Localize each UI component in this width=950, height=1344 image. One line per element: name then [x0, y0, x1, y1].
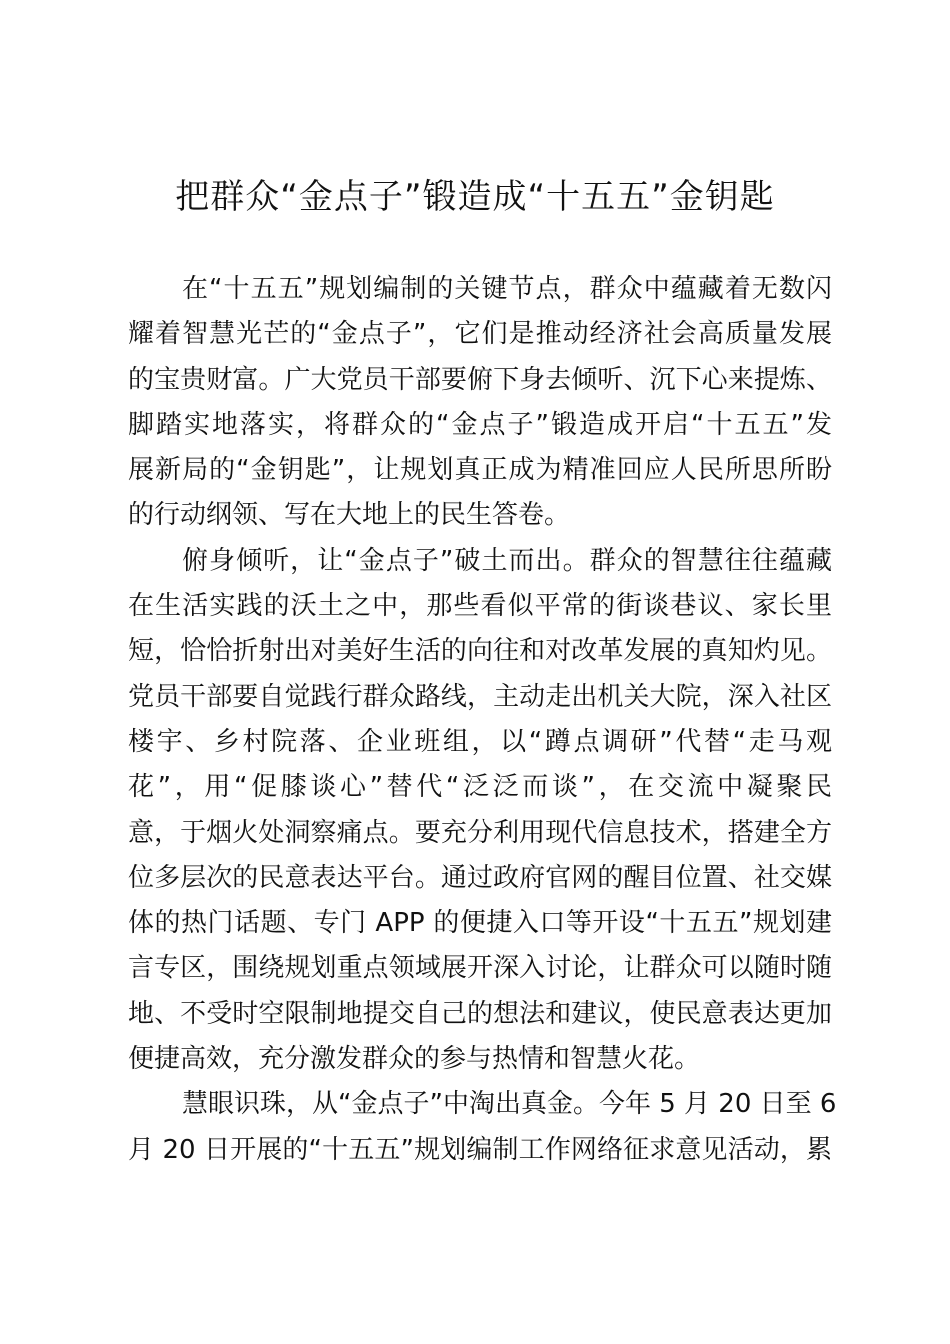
text-line: 的行动纲领、写在大地上的民生答卷。: [128, 500, 571, 531]
text-line: 言专区，围绕规划重点领域展开深入讨论，让群众可以随时随: [128, 953, 832, 984]
paragraph-2: [128, 539, 832, 1083]
text-line: 月 20 日开展的“十五五”规划编制工作网络征求意见活动，累: [128, 1134, 832, 1165]
text-line: 耀着智慧光芒的“金点子”，它们是推动经济社会高质量发展: [128, 319, 832, 350]
text-line: 楼宇、乡村院落、企业班组，以“蹲点调研”代替“走马观: [128, 726, 832, 757]
text-line: 花”，用“促膝谈心”替代“泛泛而谈”，在交流中凝聚民: [128, 772, 832, 803]
paragraph-1: [128, 267, 832, 539]
paragraph-3: [128, 1082, 837, 1173]
text-line: 在“十五五”规划编制的关键节点，群众中蕴藏着无数闪: [182, 274, 832, 304]
text-line: 展新局的“金钥匙”，让规划真正成为精准回应人民所思所盼: [128, 455, 832, 486]
text-line: 体的热门话题、专门 APP 的便捷入口等开设“十五五”规划建: [128, 908, 832, 939]
document-title: 把群众“金点子”锻造成“十五五”金钥匙: [175, 177, 775, 217]
text-line: 脚踏实地落实，将群众的“金点子”锻造成开启“十五五”发: [128, 409, 832, 440]
text-line: 地、不受时空限制地提交自己的想法和建议，使民意表达更加: [128, 998, 832, 1029]
text-line: 的宝贵财富。广大党员干部要俯下身去倾听、沉下心来提炼、: [128, 364, 832, 395]
text-line: 短，恰恰折射出对美好生活的向往和对改革发展的真知灼见。: [128, 636, 832, 667]
text-line: 俯身倾听，让“金点子”破土而出。群众的智慧往往蕴藏: [182, 545, 832, 576]
text-line: 便捷高效，充分激发群众的参与热情和智慧火花。: [128, 1044, 701, 1075]
text-line: 位多层次的民意表达平台。通过政府官网的醒目位置、社交媒: [128, 862, 832, 893]
text-line: 在生活实践的沃土之中，那些看似平常的街谈巷议、家长里: [128, 591, 832, 622]
text-line: 慧眼识珠，从“金点子”中淘出真金。今年 5 月 20 日至 6: [182, 1089, 837, 1120]
document-body: [128, 267, 837, 1173]
text-line: 意，于烟火处洞察痛点。要充分利用现代信息技术，搭建全方: [128, 817, 832, 848]
text-line: 党员干部要自觉践行群众路线，主动走出机关大院，深入社区: [128, 681, 832, 712]
